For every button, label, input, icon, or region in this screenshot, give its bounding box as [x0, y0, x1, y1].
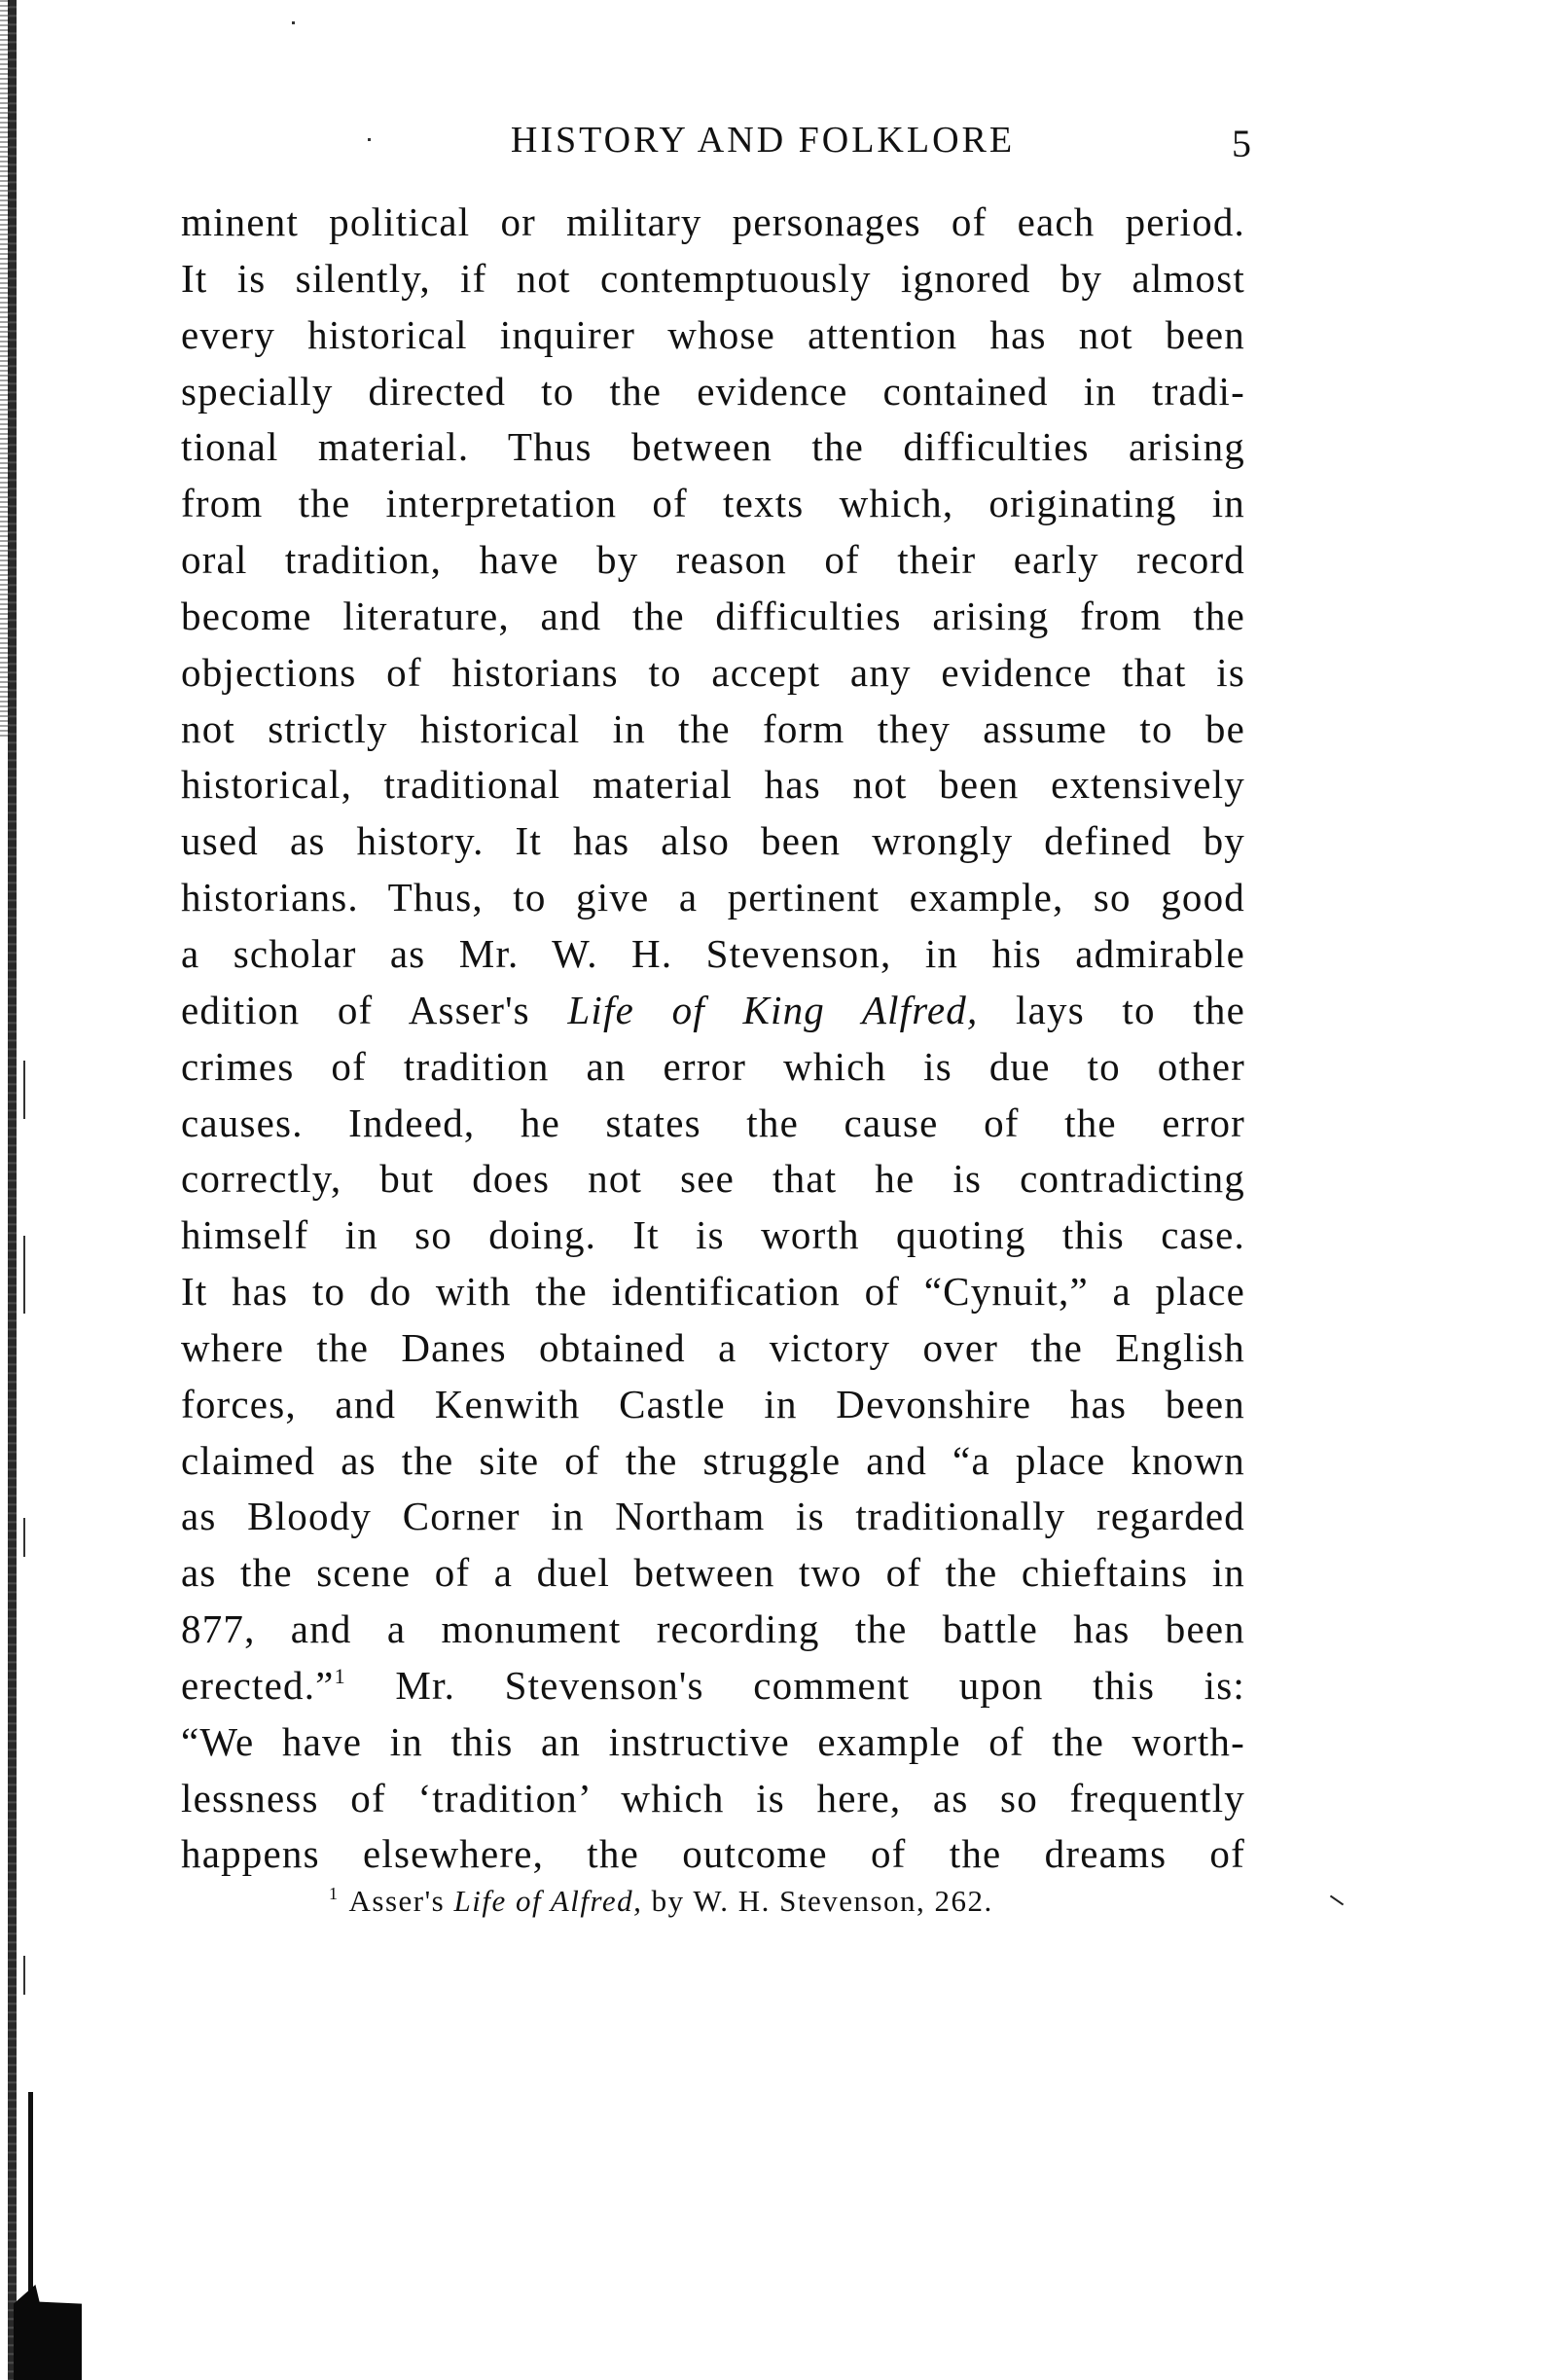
- text-line: correctly, but does not see that he is contradicting: [181, 1156, 1245, 1202]
- text-line: forces, and Kenwith Castle in Devonshire has been: [181, 1381, 1245, 1426]
- footnote-reference[interactable]: 1: [334, 1663, 346, 1688]
- text-line: It is silently, if not contemptuously ignored by almost: [181, 255, 1245, 301]
- page-number: 5: [1232, 122, 1251, 165]
- text-line: as the scene of a duel between two of the chieftains in: [181, 1550, 1245, 1596]
- text-line: where the Danes obtained a victory over the English: [181, 1324, 1245, 1370]
- binding-dark-blot: [14, 2285, 82, 2380]
- body-text: [181, 195, 1245, 1883]
- text-line: historians. Thus, to give a pertinent example, so good: [181, 875, 1245, 920]
- text-line: minent political or military personages of each period.: [181, 199, 1245, 244]
- text-line: causes. Indeed, he states the cause of the error: [181, 1100, 1245, 1145]
- text-line: every historical inquirer whose attention has not been: [181, 311, 1245, 357]
- text-fragment: erected.”: [181, 1662, 335, 1708]
- footnote: [329, 1882, 993, 1921]
- text-line: claimed as the site of the struggle and “a place known: [181, 1437, 1245, 1483]
- italic-book-title: Life of King Alfred,: [567, 987, 979, 1032]
- text-fragment: edition of Asser's: [181, 987, 530, 1032]
- scan-speck: [292, 21, 295, 24]
- footnote-marker: 1: [329, 1884, 340, 1903]
- text-line: from the interpretation of texts which, originating in: [181, 481, 1245, 526]
- text-line: become literature, and the difficulties arising from the: [181, 593, 1245, 638]
- text-line: a scholar as Mr. W. H. Stevenson, in his admirable: [181, 930, 1245, 976]
- text-line: oral tradition, have by reason of their early record: [181, 537, 1245, 583]
- scan-stray-mark: [1330, 1895, 1344, 1906]
- text-line: used as history. It has also been wrongly defined by: [181, 818, 1245, 864]
- text-line: lessness of ‘tradition’ which is here, as so frequently: [181, 1775, 1245, 1821]
- text-line: specially directed to the evidence contained in tradi-: [181, 368, 1245, 414]
- text-line: happens elsewhere, the outcome of the dreams of: [181, 1831, 1245, 1877]
- scan-speck: [23, 1236, 25, 1314]
- text-line: 877, and a monument recording the battle has been: [181, 1606, 1245, 1652]
- text-line: not strictly historical in the form they assume to be: [181, 705, 1245, 751]
- footnote-text: by W. H. Stevenson, 262.: [651, 1884, 993, 1918]
- binding-edge-lower: [28, 2092, 33, 2306]
- text-line: tional material. Thus between the difficulties arising: [181, 424, 1245, 470]
- scan-speck: [23, 1518, 25, 1557]
- footnote-text: Asser's: [348, 1884, 446, 1918]
- scan-speck: [368, 138, 371, 141]
- text-line: historical, traditional material has not been extensively: [181, 762, 1245, 808]
- text-fragment: Mr. Stevenson's comment upon this is:: [395, 1662, 1245, 1708]
- scan-speck: [23, 1061, 25, 1119]
- text-line: objections of historians to accept any evidence that is: [181, 649, 1245, 695]
- text-line: as Bloody Corner in Northam is traditionally regarded: [181, 1494, 1245, 1539]
- text-line-with-italic-title: [181, 983, 1245, 1039]
- text-line: himself in so doing. It is worth quoting this case.: [181, 1212, 1245, 1258]
- binding-edge: [8, 0, 17, 2380]
- text-line: “We have in this an instructive example of the worth-: [181, 1718, 1245, 1764]
- text-line-with-footnote-ref: [181, 1658, 1245, 1714]
- footnote-italic-title: Life of Alfred,: [453, 1884, 643, 1918]
- running-head-title: HISTORY AND FOLKLORE: [510, 120, 1016, 161]
- text-line: crimes of tradition an error which is due to other: [181, 1043, 1245, 1089]
- text-line: It has to do with the identification of “Cynuit,” a place: [181, 1269, 1245, 1315]
- scan-speck: [23, 1956, 25, 1995]
- text-fragment: lays to the: [1016, 987, 1245, 1032]
